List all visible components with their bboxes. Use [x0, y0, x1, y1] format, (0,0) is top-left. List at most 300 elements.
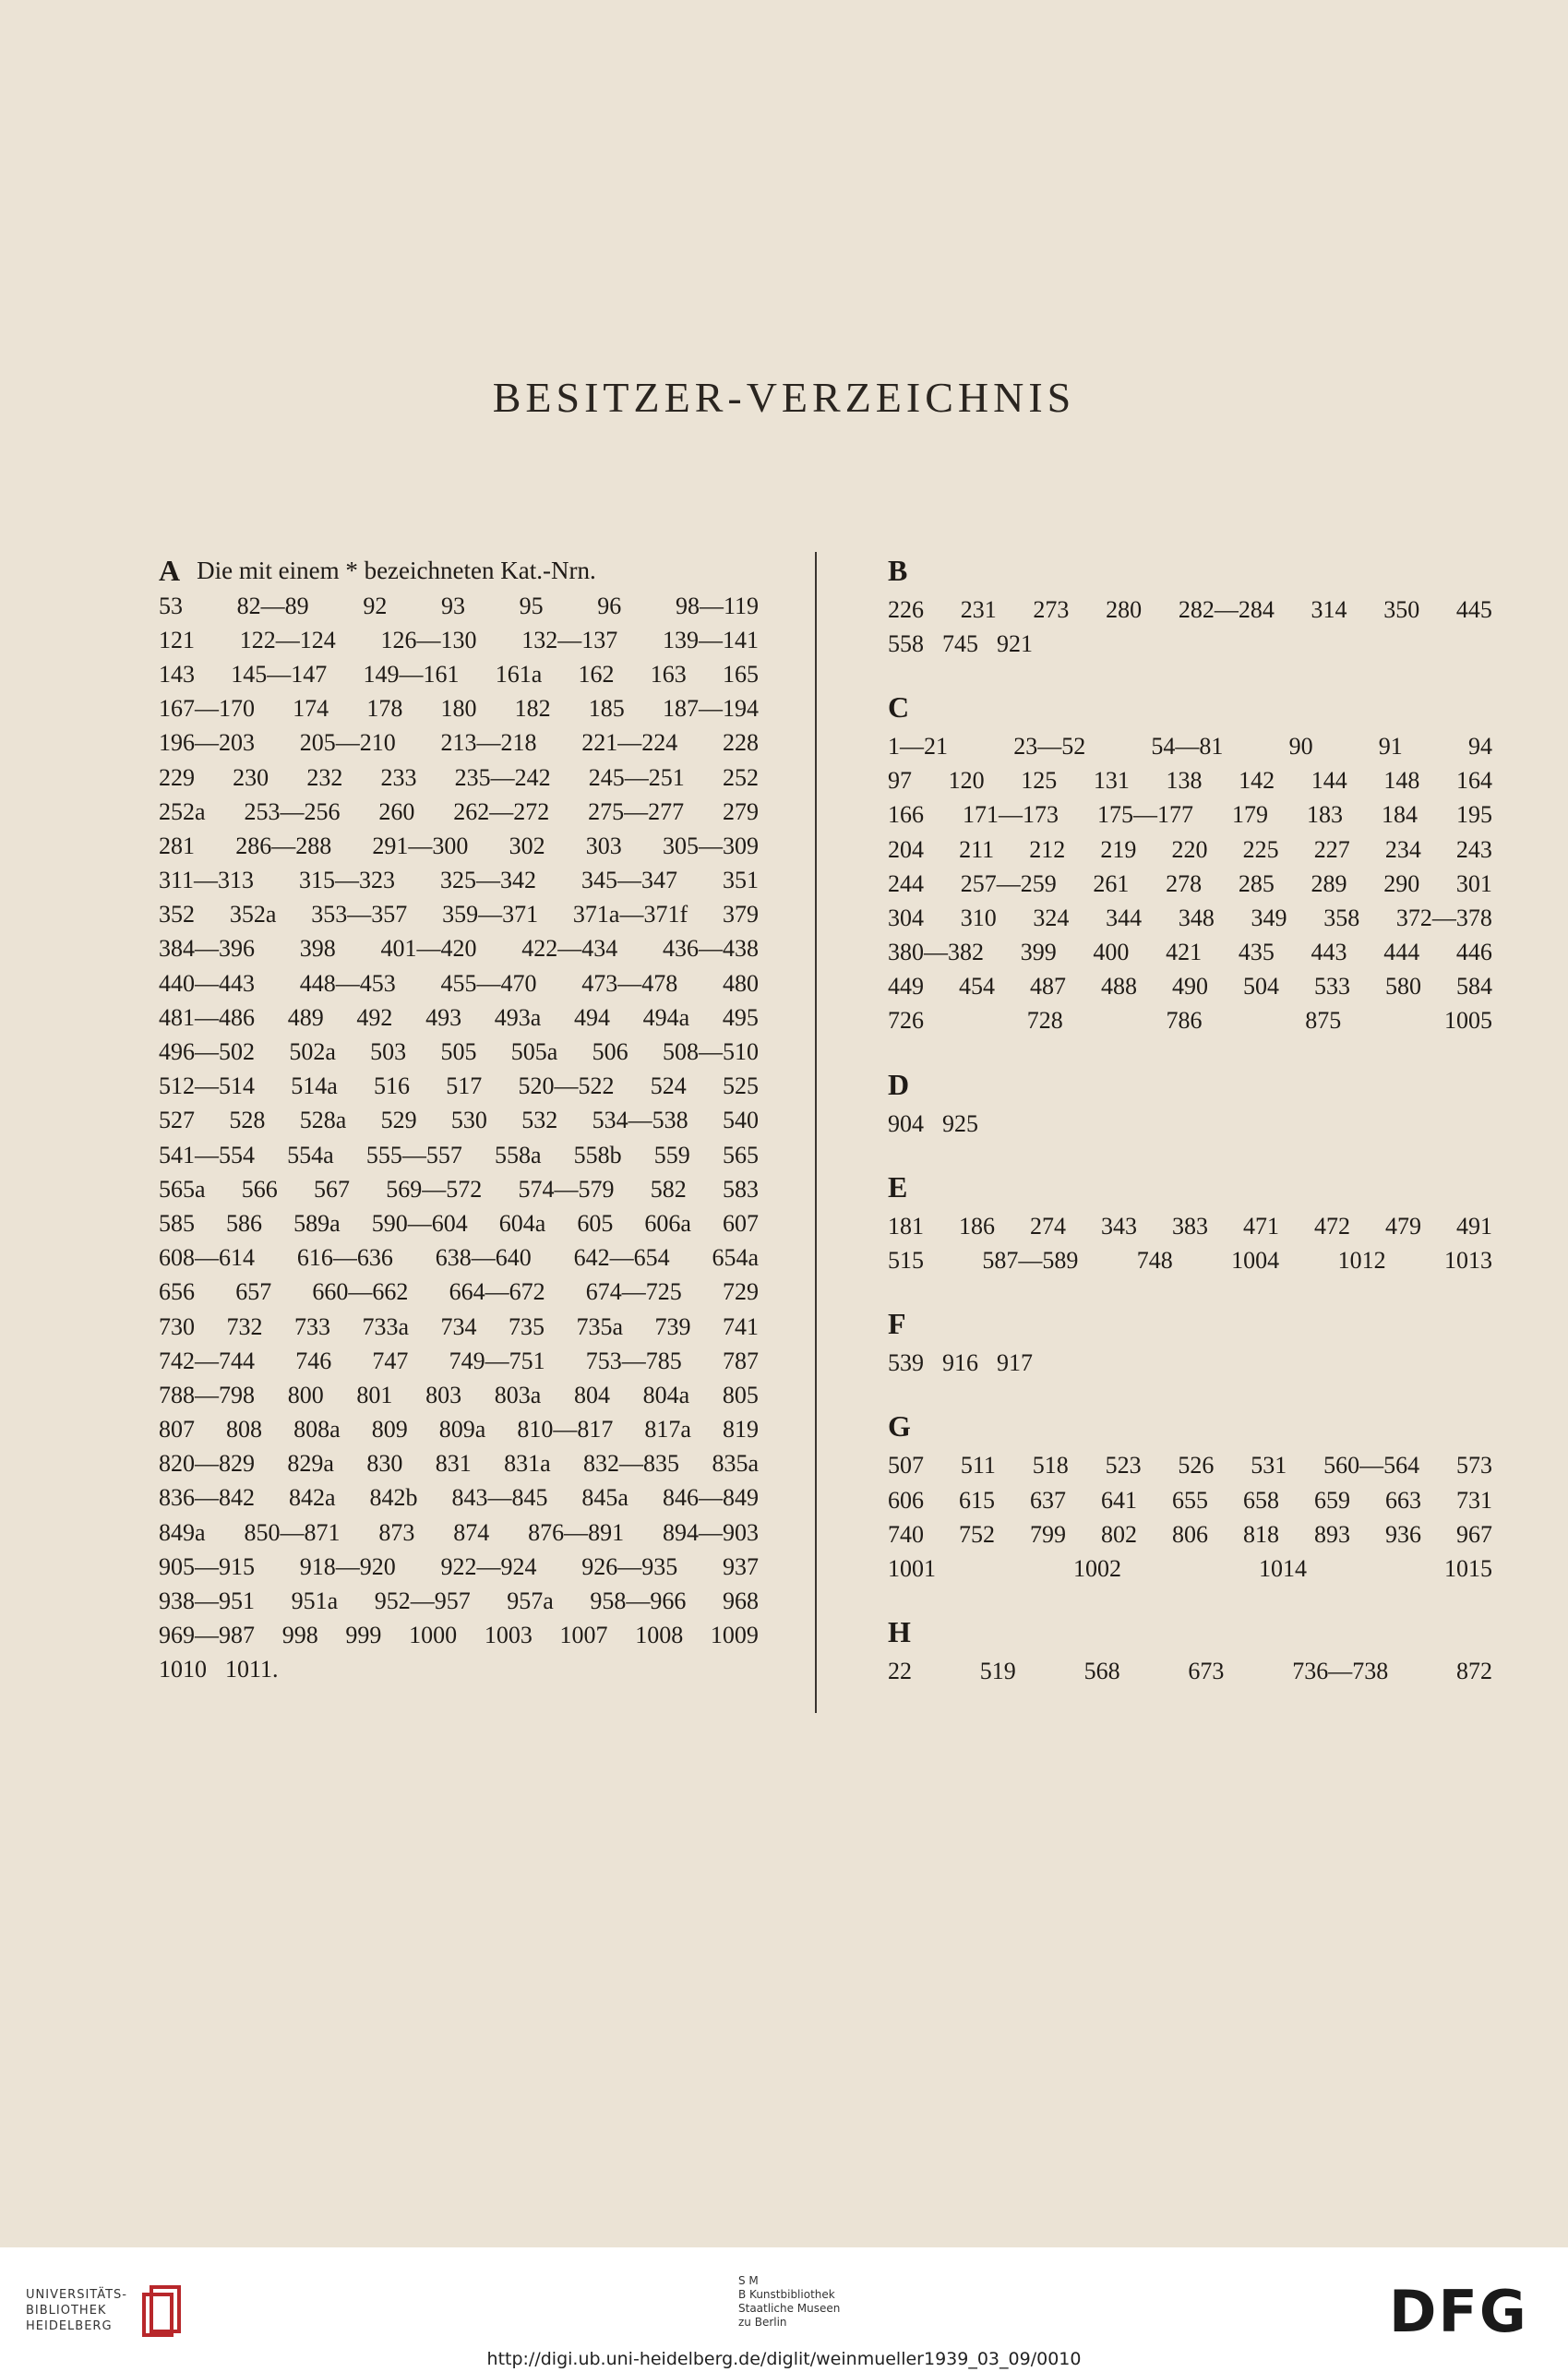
catalog-number: 582: [650, 1175, 687, 1203]
catalog-number: 615: [959, 1486, 995, 1514]
museum-line: zu Berlin: [738, 2316, 787, 2329]
catalog-number: 479: [1385, 1212, 1421, 1240]
catalog-number: 523: [1105, 1452, 1142, 1480]
source-url-link[interactable]: http://digi.ub.uni-heidelberg.de/diglit/weinmueller1939_03_09/0010: [486, 2349, 1082, 2369]
catalog-number: 641: [1101, 1486, 1137, 1514]
catalog-number: 829a: [287, 1450, 334, 1478]
catalog-number: 212: [1029, 835, 1066, 863]
catalog-number: 728: [1026, 1007, 1063, 1035]
catalog-number: 384—396: [159, 935, 255, 963]
catalog-number: 138: [1166, 767, 1203, 795]
number-row: [159, 1619, 759, 1653]
catalog-number: 566: [241, 1175, 278, 1203]
catalog-number: 741: [722, 1312, 759, 1340]
catalog-number: 257—259: [960, 869, 1057, 897]
number-row: [888, 1655, 1492, 1689]
catalog-number: 261: [1093, 869, 1130, 897]
catalog-number: 445: [1455, 595, 1492, 623]
catalog-number: 749—751: [449, 1347, 545, 1374]
catalog-number: 344: [1106, 904, 1143, 931]
catalog-number: 746: [295, 1347, 332, 1374]
catalog-number: 401—420: [380, 935, 477, 963]
catalog-number: 398: [299, 935, 336, 963]
catalog-number: 23—52: [1013, 732, 1086, 760]
catalog-number: 399: [1020, 939, 1057, 966]
catalog-number: 894—903: [663, 1518, 759, 1546]
catalog-number: 585: [159, 1209, 195, 1237]
catalog-number: 673: [1188, 1658, 1225, 1685]
catalog-number: 786: [1166, 1007, 1203, 1035]
catalog-number: 958—966: [590, 1587, 687, 1615]
catalog-number: 1009: [710, 1622, 759, 1649]
number-row: [159, 1653, 759, 1687]
catalog-number: 227: [1313, 835, 1350, 863]
owner-list-left-column: [159, 552, 759, 1687]
catalog-number: 211: [959, 835, 995, 863]
number-row: [888, 627, 1492, 661]
catalog-number: 1010: [159, 1656, 207, 1683]
catalog-number: 655: [1172, 1486, 1208, 1514]
catalog-number: 735a: [576, 1312, 623, 1340]
catalog-number: 1012: [1337, 1247, 1386, 1275]
catalog-number: 303: [585, 832, 622, 859]
catalog-number: 126—130: [380, 626, 477, 653]
number-row: [159, 1550, 759, 1584]
catalog-number: 505: [440, 1038, 477, 1066]
library-logo-text[interactable]: [26, 2287, 127, 2334]
catalog-number: 436—438: [663, 935, 759, 963]
number-row: [159, 1070, 759, 1104]
catalog-number: 122—124: [239, 626, 336, 653]
catalog-number: 504: [1243, 973, 1279, 1000]
catalog-number: 174: [293, 695, 329, 723]
catalog-number: 569—572: [386, 1175, 483, 1203]
catalog-number: 95: [519, 592, 544, 619]
number-row: [159, 1378, 759, 1412]
number-row: [159, 1241, 759, 1276]
number-row: [159, 1104, 759, 1138]
catalog-number: 1003: [484, 1622, 533, 1649]
catalog-number: 532: [521, 1107, 558, 1134]
catalog-number: 491: [1456, 1212, 1492, 1240]
owner-section: [888, 1408, 1492, 1587]
catalog-number: 893: [1314, 1520, 1350, 1548]
number-row: [888, 1449, 1492, 1483]
catalog-number: 232: [306, 763, 343, 791]
catalog-number: 559: [653, 1141, 690, 1168]
catalog-number: 583: [722, 1175, 759, 1203]
column-divider: [815, 552, 817, 1713]
catalog-number: 916: [942, 1349, 978, 1377]
catalog-number: 350: [1383, 595, 1420, 623]
catalog-number: 471: [1243, 1212, 1279, 1240]
catalog-number: 802: [1101, 1520, 1137, 1548]
catalog-number: 526: [1178, 1452, 1215, 1480]
catalog-number: 736—738: [1292, 1658, 1389, 1685]
catalog-number: 957a: [507, 1587, 554, 1615]
catalog-number: 280: [1106, 595, 1143, 623]
catalog-number: 195: [1456, 801, 1492, 829]
catalog-number: 820—829: [159, 1450, 255, 1478]
catalog-number: 805: [722, 1381, 759, 1408]
number-row: [159, 1172, 759, 1206]
catalog-number: 281: [159, 832, 195, 859]
catalog-number: 230: [233, 763, 269, 791]
number-row: [888, 901, 1492, 935]
catalog-number: 286—288: [235, 832, 332, 859]
catalog-number: 142: [1239, 767, 1275, 795]
owner-section: [888, 552, 1492, 661]
catalog-number: 220: [1171, 835, 1208, 863]
number-row: [888, 1551, 1492, 1586]
catalog-number: 291—300: [372, 832, 469, 859]
number-row: [159, 829, 759, 863]
catalog-number: 278: [1166, 869, 1203, 897]
catalog-number: 830: [366, 1450, 403, 1478]
owner-section: [888, 1306, 1492, 1381]
catalog-number: 1015: [1444, 1554, 1492, 1582]
catalog-number: 324: [1033, 904, 1070, 931]
catalog-number: 606: [888, 1486, 924, 1514]
catalog-number: 753—785: [585, 1347, 682, 1374]
catalog-number: 809a: [438, 1416, 486, 1444]
museum-logo-text[interactable]: [738, 2274, 840, 2330]
catalog-number: 166: [888, 801, 924, 829]
catalog-number: 732: [226, 1312, 263, 1340]
catalog-number: 487: [1030, 973, 1066, 1000]
number-row: [159, 898, 759, 932]
catalog-number: 310: [960, 904, 997, 931]
catalog-number: 568: [1083, 1658, 1120, 1685]
catalog-number: 186: [959, 1212, 995, 1240]
catalog-number: 835a: [712, 1450, 759, 1478]
catalog-number: 637: [1030, 1486, 1066, 1514]
catalog-number: 274: [1030, 1212, 1066, 1240]
catalog-number: 180: [440, 695, 477, 723]
catalog-number: 831a: [504, 1450, 551, 1478]
library-logo-icon: [138, 2280, 186, 2337]
catalog-number: 739: [654, 1312, 691, 1340]
section-letter: F: [888, 1307, 906, 1341]
number-row: [159, 1276, 759, 1310]
catalog-number: 590—604: [371, 1209, 468, 1237]
catalog-number: 371a—371f: [572, 901, 688, 928]
catalog-number: 514a: [291, 1072, 338, 1100]
section-letter: E: [888, 1169, 908, 1204]
number-row: [888, 970, 1492, 1004]
catalog-number: 448—453: [299, 969, 396, 997]
catalog-number: 1014: [1259, 1554, 1307, 1582]
catalog-number: 489: [287, 1003, 324, 1031]
catalog-number: 97: [888, 767, 912, 795]
catalog-number: 120: [948, 767, 985, 795]
catalog-number: 554a: [287, 1141, 334, 1168]
catalog-number: 1004: [1231, 1247, 1280, 1275]
catalog-number: 539: [888, 1349, 924, 1377]
catalog-number: 998: [281, 1622, 318, 1649]
catalog-number: 807: [159, 1416, 195, 1444]
catalog-number: 580: [1385, 973, 1421, 1000]
catalog-number: 163: [650, 660, 687, 688]
catalog-number: 660—662: [312, 1278, 409, 1306]
catalog-number: 358: [1323, 904, 1360, 931]
catalog-number: 801: [356, 1381, 393, 1408]
catalog-number: 225: [1242, 835, 1279, 863]
catalog-number: 496—502: [159, 1038, 255, 1066]
catalog-number: 131: [1093, 767, 1130, 795]
catalog-number: 175—177: [1097, 801, 1193, 829]
catalog-number: 567: [314, 1175, 351, 1203]
number-row: [159, 726, 759, 761]
library-name-line: UNIVERSITÄTS-: [26, 2288, 127, 2302]
catalog-number: 534—538: [592, 1107, 688, 1134]
catalog-number: 343: [1101, 1212, 1137, 1240]
number-row: [159, 1584, 759, 1618]
catalog-number: 803a: [494, 1381, 542, 1408]
catalog-number: 494: [573, 1003, 610, 1031]
section-letter: D: [888, 1067, 910, 1101]
catalog-number: 1000: [409, 1622, 458, 1649]
number-row: [888, 1483, 1492, 1517]
catalog-number: 1001: [888, 1554, 936, 1582]
catalog-number: 348: [1178, 904, 1215, 931]
catalog-number: 967: [1456, 1520, 1492, 1548]
catalog-number: 314: [1311, 595, 1347, 623]
catalog-number: 282—284: [1178, 595, 1275, 623]
catalog-number: 787: [722, 1347, 759, 1374]
section-a-header: [159, 552, 759, 589]
catalog-number: 231: [960, 595, 997, 623]
catalog-number: 850—871: [244, 1518, 341, 1546]
catalog-number: 808: [226, 1416, 263, 1444]
catalog-number: 968: [722, 1587, 759, 1615]
catalog-number: 540: [722, 1107, 759, 1134]
catalog-number: 530: [450, 1107, 487, 1134]
catalog-number: 301: [1455, 869, 1492, 897]
catalog-number: 82—89: [236, 592, 309, 619]
catalog-number: 455—470: [440, 969, 537, 997]
catalog-number: 740: [888, 1520, 924, 1548]
catalog-number: 845a: [581, 1484, 628, 1512]
number-row: [159, 966, 759, 1000]
catalog-number: 658: [1243, 1486, 1279, 1514]
catalog-number: 558a: [494, 1141, 542, 1168]
catalog-number: 245—251: [588, 763, 685, 791]
catalog-number: 144: [1311, 767, 1347, 795]
catalog-number: 488: [1101, 973, 1137, 1000]
number-row: [159, 623, 759, 657]
section-letter: H: [888, 1615, 911, 1649]
catalog-number: 444: [1383, 939, 1420, 966]
catalog-number: 804: [573, 1381, 610, 1408]
catalog-number: 938—951: [159, 1587, 255, 1615]
catalog-number: 638—640: [435, 1244, 532, 1272]
catalog-number: 289: [1311, 869, 1347, 897]
catalog-number: 305—309: [662, 832, 759, 859]
catalog-number: 926—935: [581, 1552, 678, 1580]
catalog-number: 518: [1032, 1452, 1069, 1480]
catalog-number: 836—842: [159, 1484, 255, 1512]
catalog-number: 165: [722, 660, 759, 688]
catalog-number: 233: [380, 763, 417, 791]
catalog-number: 179: [1232, 801, 1268, 829]
catalog-number: 98—119: [675, 592, 759, 619]
catalog-number: 1007: [559, 1622, 608, 1649]
catalog-number: 565: [722, 1141, 759, 1168]
number-row: [159, 864, 759, 898]
number-row: [159, 657, 759, 691]
catalog-number: 584: [1456, 973, 1492, 1000]
number-row: [888, 1209, 1492, 1243]
catalog-number: 1011.: [225, 1656, 279, 1683]
catalog-number: 290: [1383, 869, 1420, 897]
number-row: [159, 1447, 759, 1481]
number-row: [159, 1035, 759, 1069]
catalog-number: 503: [370, 1038, 407, 1066]
number-row: [159, 589, 759, 623]
catalog-number: 528a: [299, 1107, 347, 1134]
catalog-number: 162: [578, 660, 615, 688]
catalog-number: 473—478: [581, 969, 678, 997]
museum-line: B Kunstbibliothek: [738, 2288, 835, 2301]
number-row: [888, 936, 1492, 970]
catalog-number: 936: [1385, 1520, 1421, 1548]
catalog-number: 234: [1384, 835, 1421, 863]
catalog-number: 846—849: [662, 1484, 759, 1512]
owner-section: [888, 1614, 1492, 1689]
catalog-number: 842b: [369, 1484, 418, 1512]
number-row: [159, 1000, 759, 1035]
catalog-number: 379: [722, 901, 759, 928]
catalog-number: 952—957: [374, 1587, 471, 1615]
catalog-number: 517: [446, 1072, 483, 1100]
catalog-number: 352a: [229, 901, 277, 928]
number-row: [159, 761, 759, 795]
catalog-number: 788—798: [159, 1381, 255, 1408]
catalog-number: 285: [1238, 869, 1275, 897]
catalog-number: 279: [723, 797, 759, 825]
section-note: Die mit einem * bezeichneten Kat.-Nrn.: [197, 556, 596, 584]
catalog-number: 22: [888, 1658, 912, 1685]
museum-line: S M: [738, 2274, 759, 2287]
catalog-number: 528: [229, 1107, 266, 1134]
catalog-number: 969—987: [159, 1622, 255, 1649]
catalog-number: 449: [888, 973, 924, 1000]
dfg-logo[interactable]: DFG: [1389, 2278, 1528, 2345]
catalog-number: 383: [1172, 1212, 1208, 1240]
catalog-number: 832—835: [583, 1450, 680, 1478]
catalog-number: 472: [1314, 1212, 1350, 1240]
catalog-number: 875: [1305, 1007, 1342, 1035]
catalog-number: 664—672: [449, 1278, 545, 1306]
number-row: [159, 1138, 759, 1172]
catalog-number: 183: [1307, 801, 1343, 829]
catalog-number: 167—170: [159, 695, 255, 723]
catalog-number: 372—378: [1395, 904, 1492, 931]
catalog-number: 872: [1455, 1658, 1492, 1685]
catalog-number: 184: [1382, 801, 1418, 829]
catalog-number: 674—725: [585, 1278, 682, 1306]
owner-section: [888, 689, 1492, 1038]
catalog-number: 93: [440, 592, 465, 619]
catalog-number: 809: [371, 1416, 408, 1444]
catalog-number: 508—510: [662, 1038, 759, 1066]
number-row: [888, 1107, 1492, 1141]
catalog-number: 219: [1100, 835, 1137, 863]
catalog-number: 178: [366, 695, 403, 723]
catalog-number: 273: [1033, 595, 1070, 623]
catalog-number: 359—371: [442, 901, 539, 928]
catalog-number: 315—323: [299, 867, 396, 894]
catalog-number: 304: [888, 904, 924, 931]
catalog-number: 311—313: [159, 867, 255, 894]
catalog-number: 480: [723, 969, 759, 997]
catalog-number: 657: [235, 1278, 272, 1306]
catalog-number: 512—514: [159, 1072, 255, 1100]
catalog-number: 1013: [1443, 1247, 1492, 1275]
number-row: [888, 729, 1492, 763]
number-row: [159, 1310, 759, 1344]
number-row: [888, 867, 1492, 901]
catalog-number: 161a: [495, 660, 543, 688]
catalog-number: 904: [888, 1109, 924, 1137]
catalog-number: 937: [723, 1552, 759, 1580]
catalog-number: 516: [374, 1072, 411, 1100]
catalog-number: 742—744: [159, 1347, 255, 1374]
catalog-number: 94: [1467, 732, 1492, 760]
catalog-number: 918—920: [299, 1552, 396, 1580]
catalog-number: 873: [378, 1518, 415, 1546]
catalog-number: 228: [723, 729, 759, 757]
catalog-number: 529: [380, 1107, 417, 1134]
catalog-number: 349: [1251, 904, 1287, 931]
catalog-number: 446: [1455, 939, 1492, 966]
catalog-number: 917: [997, 1349, 1033, 1377]
catalog-number: 642—654: [573, 1244, 670, 1272]
catalog-number: 810—817: [517, 1416, 614, 1444]
catalog-number: 493a: [494, 1003, 542, 1031]
catalog-number: 422—434: [521, 935, 618, 963]
catalog-number: 842a: [288, 1484, 336, 1512]
catalog-number: 734: [440, 1312, 477, 1340]
catalog-number: 492: [356, 1003, 393, 1031]
catalog-number: 53: [159, 592, 183, 619]
page-title: BESITZER-VERZEICHNIS: [492, 374, 1076, 421]
catalog-number: 92: [363, 592, 388, 619]
catalog-number: 229: [159, 763, 195, 791]
catalog-number: 874: [453, 1518, 490, 1546]
catalog-number: 121: [159, 626, 195, 653]
catalog-number: 587—589: [982, 1247, 1079, 1275]
catalog-number: 663: [1385, 1486, 1421, 1514]
catalog-number: 325—342: [440, 867, 537, 894]
section-letter: G: [888, 1409, 911, 1444]
catalog-number: 733: [293, 1312, 330, 1340]
library-name-line: BIBLIOTHEK: [26, 2304, 107, 2318]
catalog-number: 380—382: [888, 939, 984, 966]
catalog-number: 558: [888, 629, 924, 657]
catalog-number: 616—636: [296, 1244, 393, 1272]
number-row: [159, 1206, 759, 1240]
catalog-number: 493: [425, 1003, 462, 1031]
catalog-number: 747: [372, 1347, 409, 1374]
catalog-number: 490: [1172, 973, 1208, 1000]
catalog-number: 606a: [644, 1209, 691, 1237]
catalog-number: 148: [1383, 767, 1420, 795]
catalog-number: 352: [159, 901, 195, 928]
catalog-number: 800: [287, 1381, 324, 1408]
section-letter: A: [159, 553, 181, 587]
